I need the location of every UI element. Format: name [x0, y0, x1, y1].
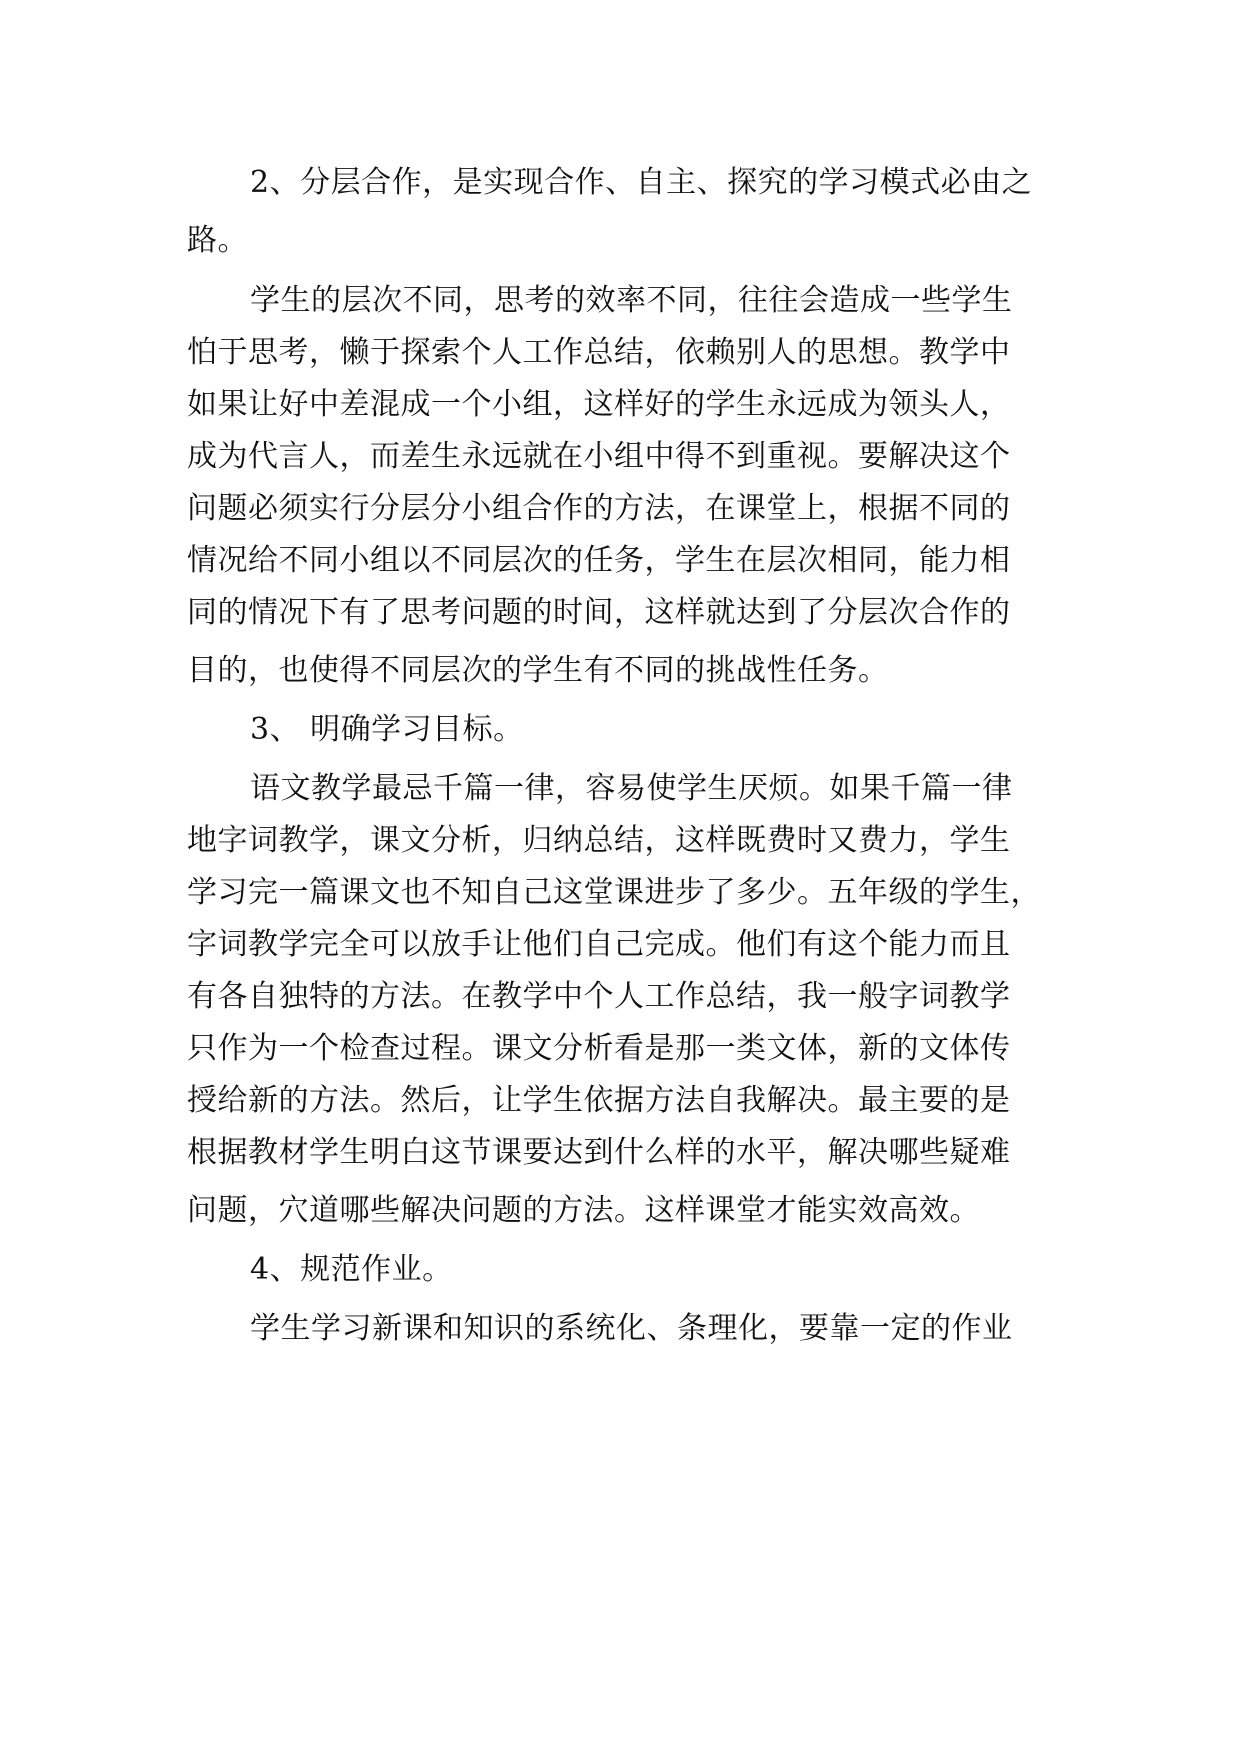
section-4-heading: 4、规范作业。: [250, 1252, 453, 1287]
paragraph-1-line-8: 目的，也使得不同层次的学生有不同的挑战性任务。: [187, 653, 889, 688]
section-2-heading-line-1: 2、分层合作，是实现合作、自主、探究的学习模式必由之: [250, 165, 1033, 200]
paragraph-1-line-4: 成为代言人，而差生永远就在小组中得不到重视。要解决这个: [187, 439, 1011, 474]
paragraph-1-line-7: 同的情况下有了思考问题的时间，这样就达到了分层次合作的: [187, 595, 1011, 630]
paragraph-1-line-3: 如果让好中差混成一个小组，这样好的学生永远成为领头人，: [187, 387, 1011, 422]
paragraph-1-line-1: 学生的层次不同，思考的效率不同，往往会造成一些学生: [250, 283, 1013, 318]
paragraph-1-line-6: 情况给不同小组以不同层次的任务，学生在层次相同，能力相: [187, 543, 1011, 578]
paragraph-2-line-3: 学习完一篇课文也不知自己这堂课进步了多少。五年级的学生，: [187, 875, 1041, 910]
paragraph-3-line-1: 学生学习新课和知识的系统化、条理化，要靠一定的作业: [250, 1311, 1013, 1346]
paragraph-1-line-2: 怕于思考，懒于探索个人工作总结，依赖别人的思想。教学中: [187, 335, 1011, 370]
paragraph-2-line-6: 只作为一个检查过程。课文分析看是那一类文体，新的文体传: [187, 1031, 1011, 1066]
paragraph-1-line-5: 问题必须实行分层分小组合作的方法，在课堂上，根据不同的: [187, 491, 1011, 526]
paragraph-2-line-7: 授给新的方法。然后，让学生依据方法自我解决。最主要的是: [187, 1083, 1011, 1118]
paragraph-2-line-1: 语文教学最忌千篇一律，容易使学生厌烦。如果千篇一律: [250, 771, 1013, 806]
paragraph-2-line-9: 问题，穴道哪些解决问题的方法。这样课堂才能实效高效。: [187, 1193, 980, 1228]
paragraph-2-line-8: 根据教材学生明白这节课要达到什么样的水平，解决哪些疑难: [187, 1135, 1011, 1170]
paragraph-2-line-4: 字词教学完全可以放手让他们自己完成。他们有这个能力而且: [187, 927, 1011, 962]
section-2-heading-line-2: 路。: [187, 223, 248, 258]
section-3-heading: 3、 明确学习目标。: [250, 712, 524, 747]
paragraph-2-line-5: 有各自独特的方法。在教学中个人工作总结，我一般字词教学: [187, 979, 1011, 1014]
paragraph-2-line-2: 地字词教学，课文分析，归纳总结，这样既费时又费力，学生: [187, 823, 1011, 858]
